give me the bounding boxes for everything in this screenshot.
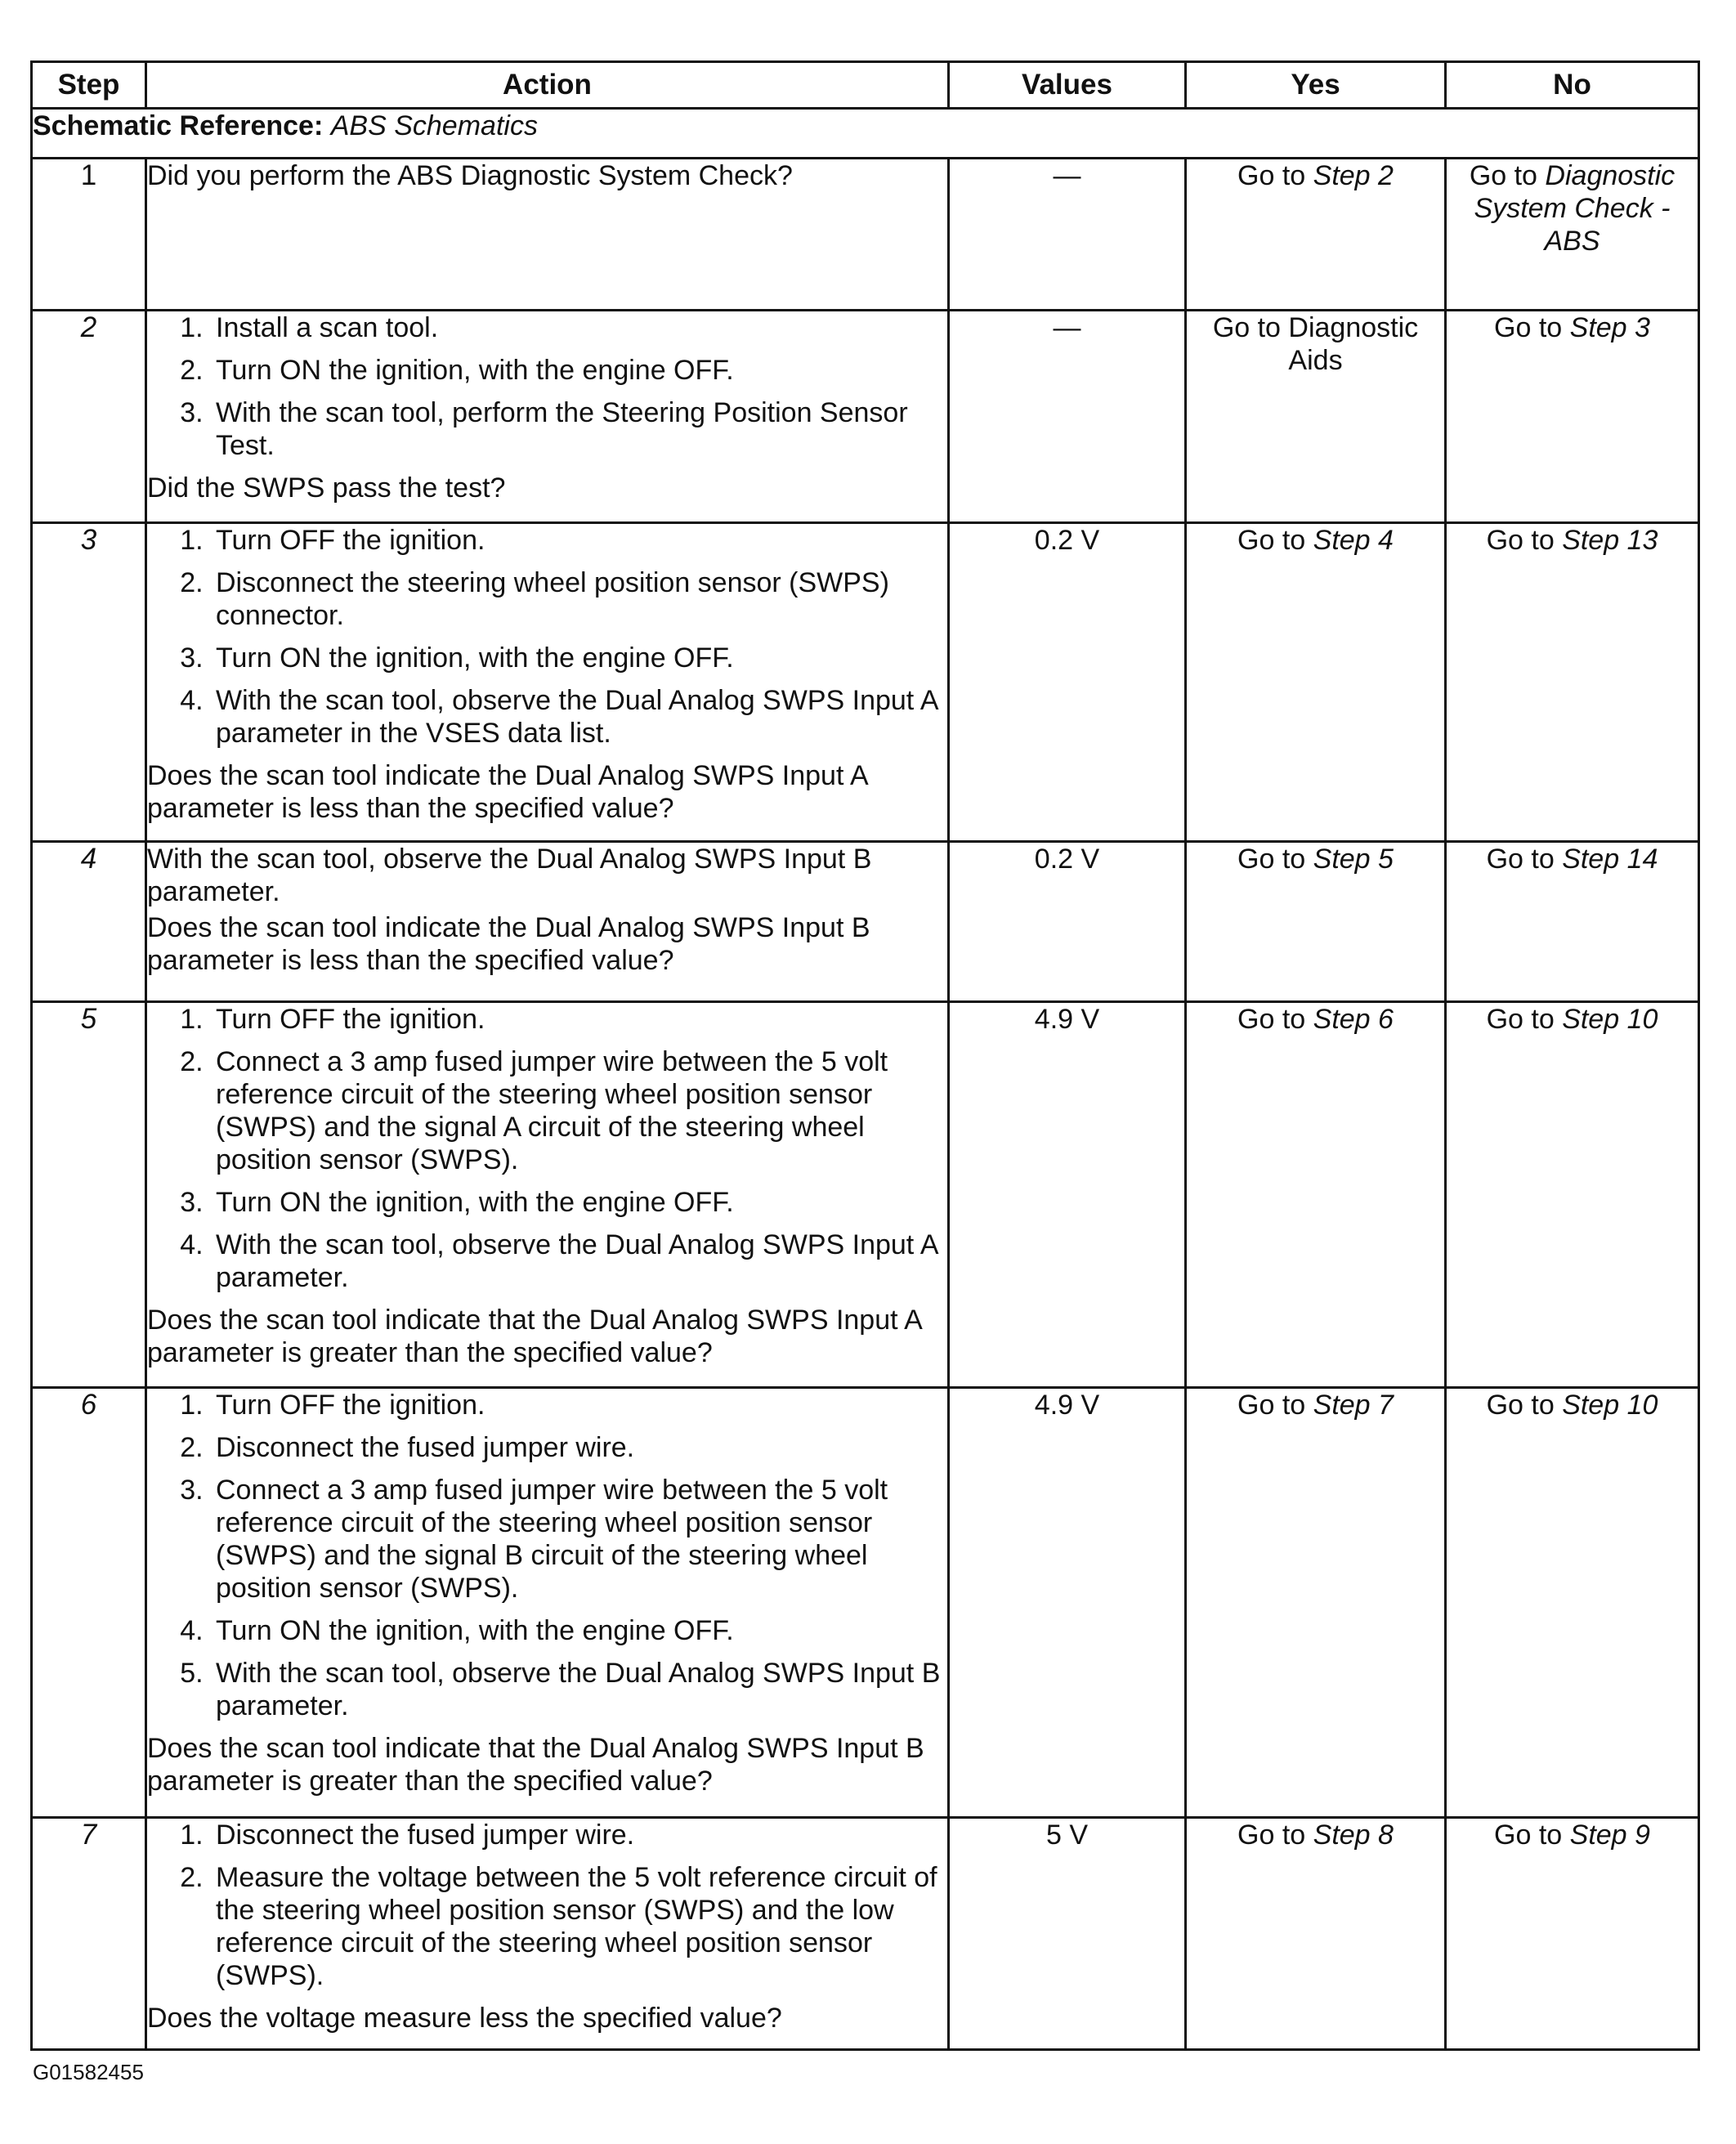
step-number: 7 xyxy=(32,1818,146,2050)
no-text: Go to xyxy=(1486,525,1563,556)
step-value: 0.2 V xyxy=(949,523,1186,842)
header-no: No xyxy=(1446,62,1699,109)
step-number: 4 xyxy=(32,842,146,1002)
step-value: 0.2 V xyxy=(949,842,1186,1002)
action-list xyxy=(147,1389,947,1722)
no-step-link[interactable]: Step 10 xyxy=(1562,1004,1658,1035)
step-action xyxy=(146,1388,949,1818)
step-number: 6 xyxy=(32,1388,146,1818)
action-text: Did you perform the ABS Diagnostic System Check? xyxy=(147,160,793,191)
action-item: 2. Disconnect the fused jumper wire. xyxy=(211,1431,947,1464)
no-step-link[interactable]: Step 3 xyxy=(1569,312,1650,343)
step-action xyxy=(146,311,949,523)
yes-step-link[interactable]: Step 4 xyxy=(1313,525,1394,556)
step-row xyxy=(32,159,1699,311)
step-no-result xyxy=(1446,1818,1699,2050)
step-number: 1 xyxy=(32,159,146,311)
step-yes-result xyxy=(1186,159,1446,311)
yes-step-link[interactable]: Step 8 xyxy=(1313,1819,1394,1851)
step-row xyxy=(32,1388,1699,1818)
no-text: Go to xyxy=(1486,1390,1563,1421)
step-action xyxy=(146,1002,949,1388)
no-text: Go to xyxy=(1469,160,1546,191)
action-list xyxy=(147,524,947,750)
step-action xyxy=(146,1818,949,2050)
yes-step-link[interactable]: Step 5 xyxy=(1313,844,1394,875)
yes-text: Go to xyxy=(1237,160,1313,191)
action-question: Did the SWPS pass the test? xyxy=(147,472,506,504)
header-action: Action xyxy=(146,62,949,109)
step-row xyxy=(32,311,1699,523)
action-item: 1. Turn OFF the ignition. xyxy=(211,1389,947,1421)
action-item: 2. Disconnect the steering wheel position sensor (SWPS) connector. xyxy=(211,566,947,632)
yes-text: Go to xyxy=(1237,1004,1313,1035)
yes-text: Go to xyxy=(1237,525,1313,556)
no-text: Go to xyxy=(1494,312,1570,343)
step-action xyxy=(146,842,949,1002)
step-row xyxy=(32,1818,1699,2050)
no-step-link[interactable]: Step 13 xyxy=(1562,525,1658,556)
step-no-result xyxy=(1446,159,1699,311)
header-row xyxy=(32,62,1699,109)
yes-text: Go to xyxy=(1237,1390,1313,1421)
step-number: 3 xyxy=(32,523,146,842)
action-item: 3. Turn ON the ignition, with the engine OFF. xyxy=(211,642,947,674)
yes-text: Go to xyxy=(1237,844,1313,875)
action-item: 1. Turn OFF the ignition. xyxy=(211,1003,947,1036)
step-yes-result xyxy=(1186,1818,1446,2050)
action-item: 2. Measure the voltage between the 5 volt reference circuit of the steering wheel position sensor (SWPS) and the low reference circuit of the steering wheel position sensor (SWPS). xyxy=(211,1861,947,1992)
step-value: 5 V xyxy=(949,1818,1186,2050)
action-item: 2. Connect a 3 amp fused jumper wire between the 5 volt reference circuit of the steering wheel position sensor (SWPS) and the signal A circuit of the steering wheel position sensor (SWPS). xyxy=(211,1045,947,1176)
schematic-link[interactable]: ABS Schematics xyxy=(330,110,538,141)
schematic-reference xyxy=(32,109,1699,159)
step-number: 5 xyxy=(32,1002,146,1388)
action-item: 4. With the scan tool, observe the Dual Analog SWPS Input A parameter. xyxy=(211,1229,947,1294)
action-question: Does the scan tool indicate that the Dual Analog SWPS Input A parameter is greater than the specified value? xyxy=(147,1305,921,1368)
step-yes-result xyxy=(1186,1388,1446,1818)
step-row xyxy=(32,842,1699,1002)
step-yes-result xyxy=(1186,842,1446,1002)
step-no-result xyxy=(1446,523,1699,842)
yes-text: Go to xyxy=(1237,1819,1313,1851)
diagnostic-table xyxy=(30,60,1700,2051)
action-item: 1. Turn OFF the ignition. xyxy=(211,524,947,557)
no-text: Go to xyxy=(1494,1819,1570,1851)
step-row xyxy=(32,523,1699,842)
step-action xyxy=(146,159,949,311)
step-action xyxy=(146,523,949,842)
yes-step-link[interactable]: Step 6 xyxy=(1313,1004,1394,1035)
step-number: 2 xyxy=(32,311,146,523)
step-no-result xyxy=(1446,311,1699,523)
header-yes: Yes xyxy=(1186,62,1446,109)
action-list xyxy=(147,1819,947,1992)
step-value: — xyxy=(949,311,1186,523)
figure-id: G01582455 xyxy=(33,2060,144,2084)
action-question: Does the scan tool indicate the Dual Analog SWPS Input A parameter is less than the specified value? xyxy=(147,760,867,824)
schematic-row xyxy=(32,109,1699,159)
step-no-result xyxy=(1446,1388,1699,1818)
step-yes-result xyxy=(1186,523,1446,842)
yes-text: Go to Diagnostic Aids xyxy=(1212,312,1419,376)
step-value: — xyxy=(949,159,1186,311)
action-question: Does the scan tool indicate that the Dual Analog SWPS Input B parameter is greater than the specified value? xyxy=(147,1733,924,1797)
action-item: 4. Turn ON the ignition, with the engine OFF. xyxy=(211,1614,947,1647)
action-item: 3. Turn ON the ignition, with the engine OFF. xyxy=(211,1186,947,1219)
action-list xyxy=(147,1003,947,1294)
action-item: 3. With the scan tool, perform the Steering Position Sensor Test. xyxy=(211,396,947,462)
step-yes-result xyxy=(1186,1002,1446,1388)
step-yes-result xyxy=(1186,311,1446,523)
action-item: 2. Turn ON the ignition, with the engine OFF. xyxy=(211,354,947,387)
action-item: 5. With the scan tool, observe the Dual Analog SWPS Input B parameter. xyxy=(211,1657,947,1722)
action-question: Does the voltage measure less the specified value? xyxy=(147,2003,782,2034)
action-list xyxy=(147,311,947,462)
yes-step-link[interactable]: Step 7 xyxy=(1313,1390,1394,1421)
no-step-link[interactable]: Step 10 xyxy=(1562,1390,1658,1421)
step-no-result xyxy=(1446,842,1699,1002)
step-no-result xyxy=(1446,1002,1699,1388)
header-step: Step xyxy=(32,62,146,109)
no-step-link[interactable]: Step 14 xyxy=(1562,844,1658,875)
no-text: Go to xyxy=(1486,844,1563,875)
action-item: 1. Disconnect the fused jumper wire. xyxy=(211,1819,947,1851)
step-value: 4.9 V xyxy=(949,1002,1186,1388)
action-question: Does the scan tool indicate the Dual Analog SWPS Input B parameter is less than the specified value? xyxy=(147,912,870,976)
schematic-label: Schematic Reference: xyxy=(33,110,324,141)
no-text: Go to xyxy=(1486,1004,1563,1035)
action-item: 1. Install a scan tool. xyxy=(211,311,947,344)
header-values: Values xyxy=(949,62,1186,109)
no-step-link[interactable]: Step 9 xyxy=(1569,1819,1650,1851)
no-step-link[interactable]: Diagnostic System Check - ABS xyxy=(1474,160,1676,257)
action-item: 3. Connect a 3 amp fused jumper wire between the 5 volt reference circuit of the steering wheel position sensor (SWPS) and the signal B circuit of the steering wheel position sensor (SWPS). xyxy=(211,1474,947,1605)
step-value: 4.9 V xyxy=(949,1388,1186,1818)
action-item: 4. With the scan tool, observe the Dual Analog SWPS Input A parameter in the VSES data list. xyxy=(211,684,947,750)
yes-step-link[interactable]: Step 2 xyxy=(1313,160,1394,191)
step-row xyxy=(32,1002,1699,1388)
action-text: With the scan tool, observe the Dual Analog SWPS Input B parameter. xyxy=(147,844,872,907)
